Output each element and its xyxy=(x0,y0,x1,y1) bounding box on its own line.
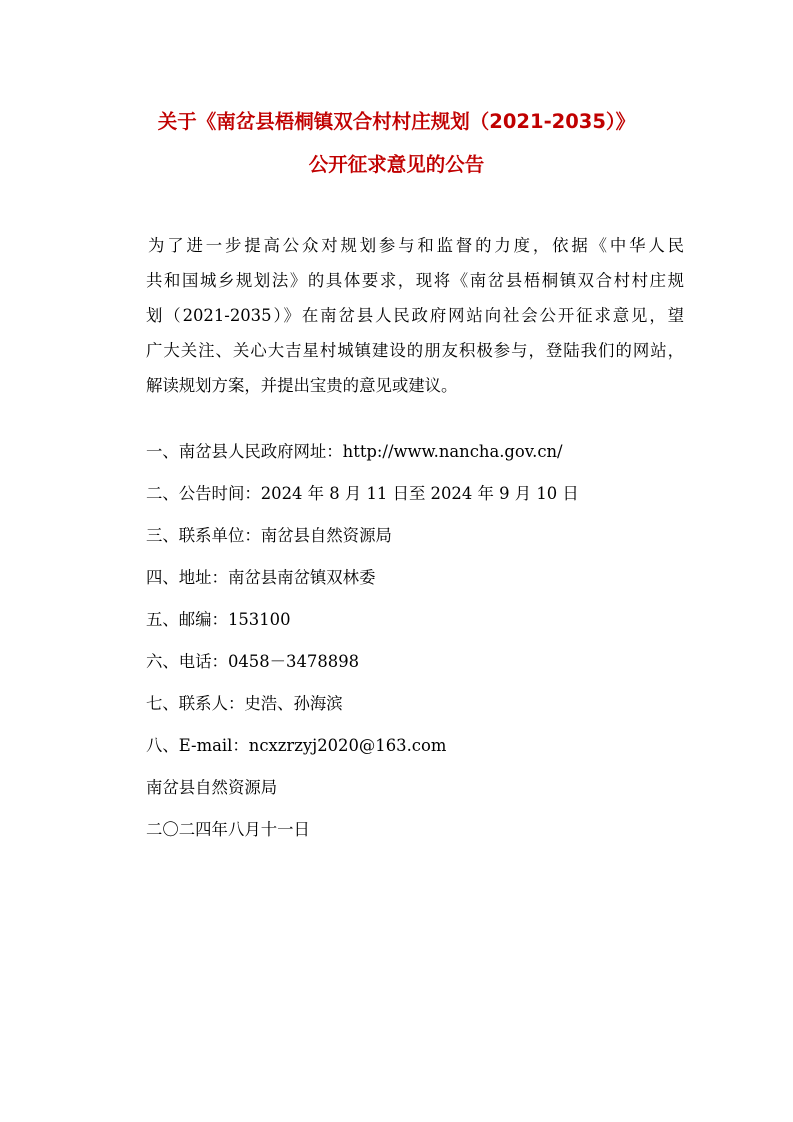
item-phone: 六、电话：0458－3478898 xyxy=(146,652,360,671)
item-website: 一、南岔县人民政府网址：http://www.nancha.gov.cn/ xyxy=(146,442,563,461)
title-line-1: 关于《南岔县梧桐镇双合村村庄规划（2021-2035）》 xyxy=(157,110,636,133)
issue-date: 二〇二四年八月十一日 xyxy=(146,820,310,839)
paragraph-line: 划（2021-2035）》在南岔县人民政府网站向社会公开征求意见，望 xyxy=(146,306,684,325)
paragraph-line: 为了进一步提高公众对规划参与和监督的力度，依据《中华人民 xyxy=(148,236,684,255)
item-contact-unit: 三、联系单位：南岔县自然资源局 xyxy=(146,526,392,545)
intro-paragraph xyxy=(146,228,684,403)
item-email: 八、E-mail：ncxzrzyj2020@163.com xyxy=(146,736,447,755)
paragraph-line: 共和国城乡规划法》的具体要求，现将《南岔县梧桐镇双合村村庄规 xyxy=(146,271,684,290)
issuer-name: 南岔县自然资源局 xyxy=(146,778,278,797)
item-notice-period: 二、公告时间：2024 年 8 月 11 日至 2024 年 9 月 10 日 xyxy=(146,484,579,503)
item-address: 四、地址：南岔县南岔镇双林委 xyxy=(146,568,376,587)
paragraph-line: 广大关注、关心大吉星村城镇建设的朋友积极参与，登陆我们的网站， xyxy=(146,341,684,360)
title-line-2: 公开征求意见的公告 xyxy=(308,153,485,176)
paragraph-line: 解读规划方案，并提出宝贵的意见或建议。 xyxy=(146,376,458,395)
item-postcode: 五、邮编：153100 xyxy=(146,610,291,629)
item-contact-person: 七、联系人：史浩、孙海滨 xyxy=(146,694,343,713)
